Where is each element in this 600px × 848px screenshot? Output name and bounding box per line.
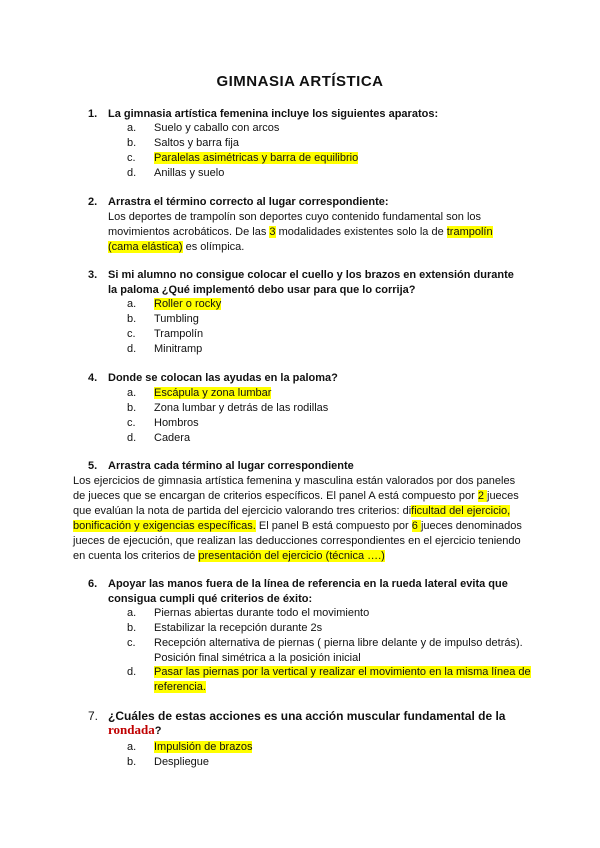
q1-option-d: [127, 166, 224, 181]
q5-number: 5.: [88, 460, 98, 472]
option-text-highlighted: Roller o rocky: [154, 298, 222, 310]
q7-option-a: [127, 740, 252, 755]
q6-option-d: [127, 665, 531, 680]
text: es olímpica.: [182, 241, 245, 253]
text: jueces: [487, 490, 519, 502]
option-letter: c.: [127, 328, 136, 340]
answer-highlight: ficultad del ejercicio,: [411, 505, 511, 517]
q6-option-c-continued: Posición final simétrica a la posición inicial: [154, 652, 361, 664]
option-text: Piernas abiertas durante todo el movimiento: [154, 607, 370, 619]
answer-highlight: presentación del ejercicio (técnica ….): [198, 550, 385, 562]
q6-option-c: [127, 636, 523, 651]
option-text-highlighted: Pasar las piernas por la vertical y realizar el movimiento en la misma línea de: [154, 666, 531, 678]
q4-text: Donde se colocan las ayudas en la paloma?: [108, 372, 338, 384]
option-letter: b.: [127, 756, 137, 768]
q7-text-line-2: [108, 722, 161, 739]
option-letter: a.: [127, 122, 137, 134]
option-letter: c.: [127, 152, 136, 164]
option-text: Minitramp: [154, 343, 203, 355]
text: en cuenta los criterios de: [73, 550, 199, 562]
q2-paragraph-line-2: [108, 225, 493, 240]
q5-text: Arrastra cada término al lugar correspondiente: [108, 460, 354, 472]
q4-number: 4.: [88, 372, 98, 384]
q4-option-c: [127, 416, 199, 431]
q2-paragraph-line-3: [108, 240, 244, 255]
option-letter: b.: [127, 402, 137, 414]
option-text-highlighted: Impulsión de brazos: [154, 741, 253, 753]
option-text-highlighted: Escápula y zona lumbar: [154, 387, 272, 399]
option-text-highlighted: referencia.: [154, 681, 206, 693]
q6-option-d-continued: [154, 680, 206, 695]
q4-option-a: [127, 386, 271, 401]
option-text: Trampolín: [154, 328, 204, 340]
option-letter: d.: [127, 666, 137, 678]
answer-highlight: 2: [477, 490, 487, 502]
option-letter: b.: [127, 137, 137, 149]
option-letter: d.: [127, 343, 137, 355]
q6-option-b: [127, 621, 322, 636]
option-letter: a.: [127, 741, 137, 753]
option-letter: c.: [127, 637, 136, 649]
option-letter: b.: [127, 622, 137, 634]
answer-highlight: 6: [411, 520, 421, 532]
q5-paragraph-line-2: [73, 489, 519, 504]
option-letter: a.: [127, 607, 137, 619]
option-text: Anillas y suelo: [154, 167, 225, 179]
option-letter: a.: [127, 298, 137, 310]
q2-paragraph-line-1: Los deportes de trampolín son deportes cuyo contenido fundamental son los: [108, 211, 482, 223]
option-text-highlighted: Paralelas asimétricas y barra de equilibrio: [154, 152, 359, 164]
q6-text-line-2: consigua cumpli qué criterios de éxito:: [108, 593, 313, 605]
option-text: Despliegue: [154, 756, 210, 768]
answer-highlight: trampolín: [446, 226, 493, 238]
q5-paragraph-line-1: Los ejercicios de gimnasia artística femenina y masculina están valorados por dos paneles: [73, 475, 516, 487]
q3-option-c: [127, 327, 203, 342]
option-letter: a.: [127, 387, 137, 399]
q1-number: 1.: [88, 108, 98, 120]
page-title: GIMNASIA ARTÍSTICA: [216, 73, 384, 90]
answer-highlight: (cama elástica): [108, 241, 183, 253]
q5-paragraph-line-3: [73, 504, 510, 519]
option-text: Zona lumbar y detrás de las rodillas: [154, 402, 329, 414]
q2-number: 2.: [88, 196, 98, 208]
q5-paragraph-line-6: [73, 549, 385, 564]
answer-highlight: 3: [269, 226, 276, 238]
option-letter: c.: [127, 417, 136, 429]
answer-highlight: bonificación y exigencias específicas.: [73, 520, 256, 532]
option-letter: b.: [127, 313, 137, 325]
option-text: Estabilizar la recepción durante 2s: [154, 622, 323, 634]
q3-option-b: [127, 312, 199, 327]
q4-option-d: [127, 431, 190, 446]
text: El panel B está compuesto por: [255, 520, 412, 532]
q3-option-a: [127, 297, 221, 312]
q3-option-d: [127, 342, 202, 357]
question-mark: ?: [154, 725, 162, 737]
q1-text: La gimnasia artística femenina incluye los siguientes aparatos:: [108, 108, 439, 120]
q5-paragraph-line-4: [73, 519, 522, 534]
q6-option-a: [127, 606, 369, 621]
option-text: Hombros: [154, 417, 199, 429]
option-letter: d.: [127, 167, 137, 179]
text: de jueces que se encargan de criterios específicos. El panel A está compuesto por: [73, 490, 478, 502]
red-keyword: rondada: [108, 722, 155, 737]
q2-text: Arrastra el término correcto al lugar correspondiente:: [108, 196, 389, 208]
q4-option-b: [127, 401, 328, 416]
q3-text-line-2: la paloma ¿Qué implementó debo usar para que lo corrija?: [108, 284, 416, 296]
option-text: Recepción alternativa de piernas ( pierna libre delante y de impulso detrás).: [154, 637, 523, 649]
q7-number: 7.: [88, 709, 99, 723]
text: modalidades existentes solo la de: [275, 226, 447, 238]
text: que evalúan la nota de partida del ejercicio valorando tres criterios: di: [73, 505, 412, 517]
q7-text-line-1: ¿Cuáles de estas acciones es una acción muscular fundamental de la: [108, 709, 506, 723]
option-letter: d.: [127, 432, 137, 444]
q6-text-line-1: Apoyar las manos fuera de la línea de referencia en la rueda lateral evita que: [108, 578, 508, 590]
option-text: Cadera: [154, 432, 191, 444]
q1-option-a: [127, 121, 279, 136]
q3-text-line-1: Si mi alumno no consigue colocar el cuello y los brazos en extensión durante: [108, 269, 514, 281]
q7-option-b: [127, 755, 209, 770]
q3-number: 3.: [88, 269, 98, 281]
text: jueces denominados: [420, 520, 522, 532]
q6-number: 6.: [88, 578, 98, 590]
q1-option-c: [127, 151, 358, 166]
option-text: Saltos y barra fija: [154, 137, 239, 149]
option-text: Tumbling: [154, 313, 199, 325]
q1-option-b: [127, 136, 239, 151]
option-text: Suelo y caballo con arcos: [154, 122, 280, 134]
text: movimientos acrobáticos. De las: [108, 226, 270, 238]
q5-paragraph-line-5: jueces de ejecución, que realizan las deducciones correspondientes en el ejercicio teniendo: [73, 535, 521, 547]
